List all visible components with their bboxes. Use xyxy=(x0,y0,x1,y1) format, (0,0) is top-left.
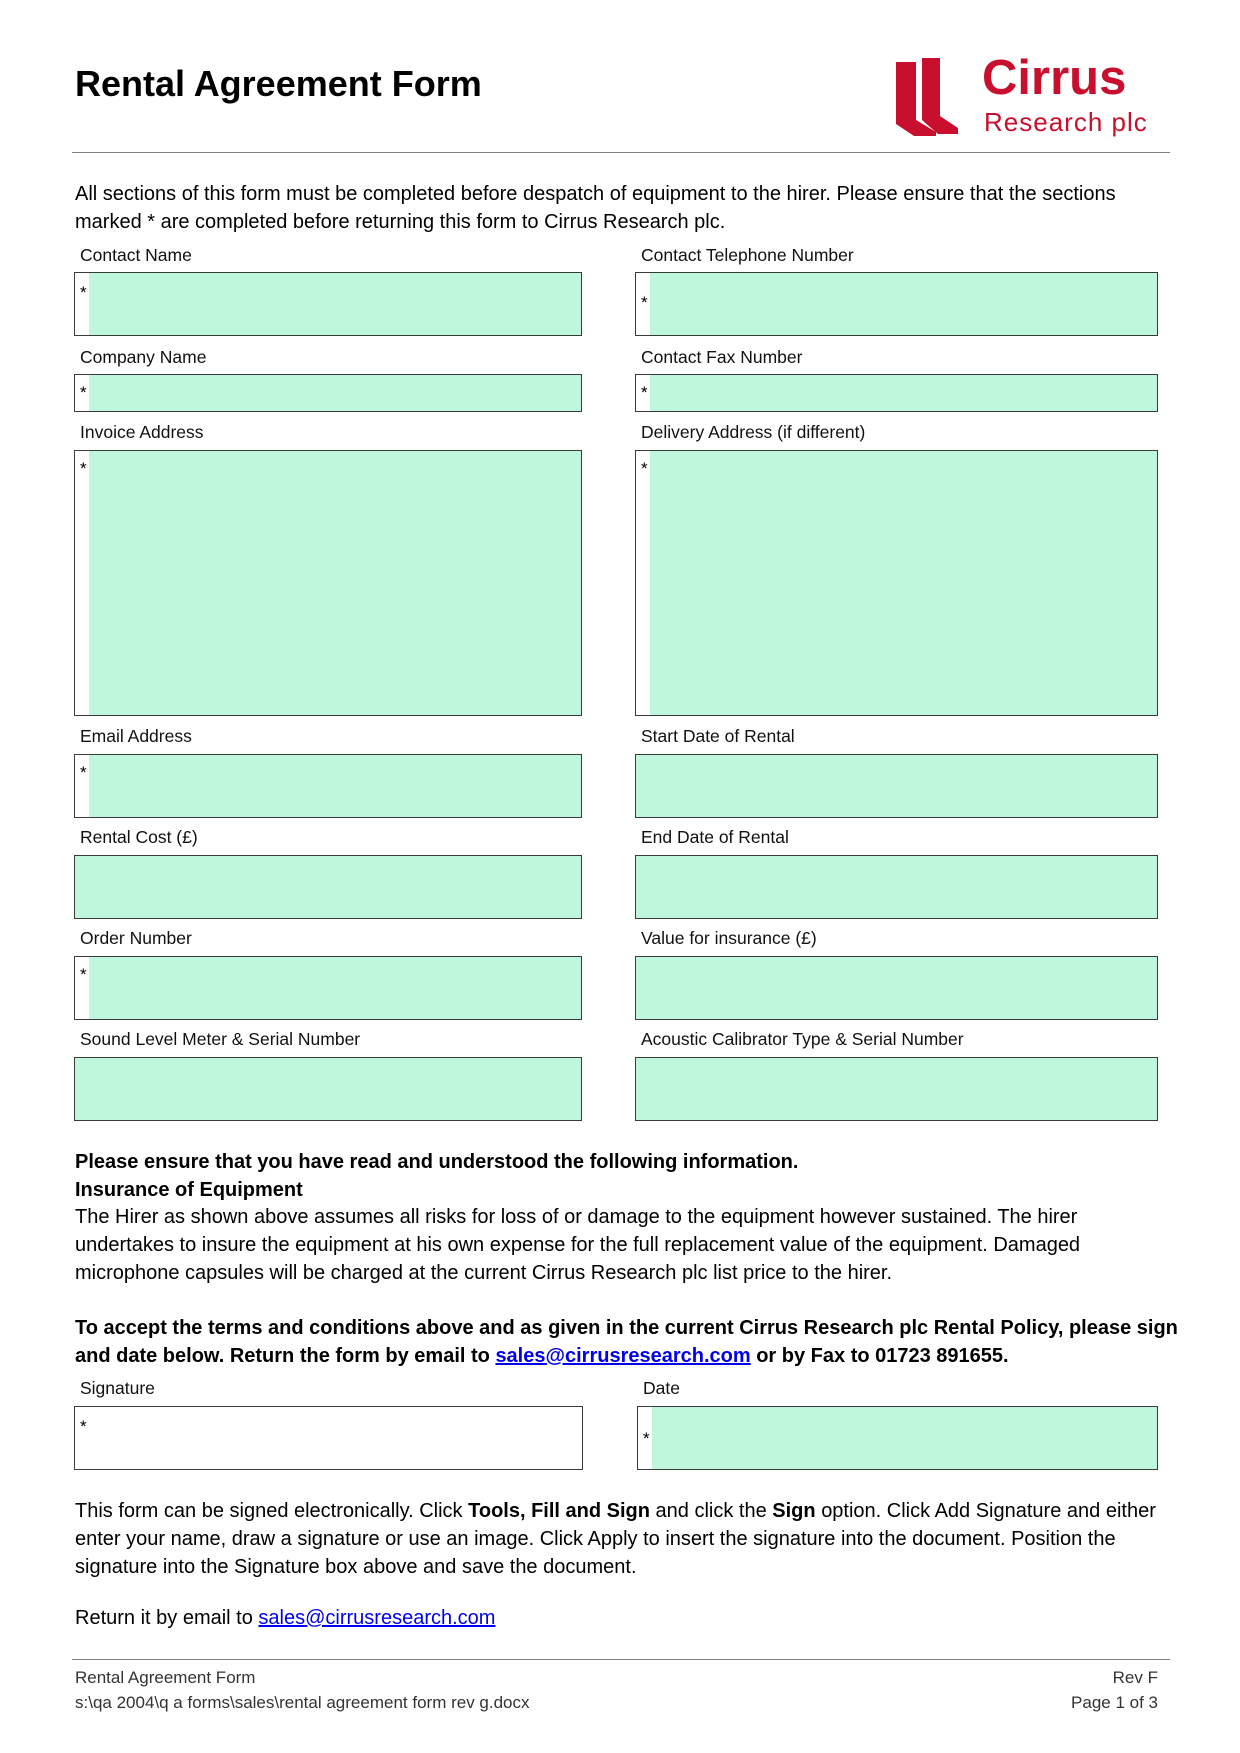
esign-tools-fill-sign: Tools, Fill and Sign xyxy=(468,1500,650,1522)
required-mark: * xyxy=(80,965,87,984)
invoice-address-label: Invoice Address xyxy=(80,422,204,442)
required-mark: * xyxy=(641,459,648,478)
required-mark: * xyxy=(80,459,87,478)
notice-subheading: Insurance of Equipment xyxy=(75,1179,303,1201)
signature-field[interactable] xyxy=(74,1406,583,1470)
accept-terms-line2 xyxy=(75,1342,1170,1370)
sales-email-link[interactable]: sales@cirrusresearch.com xyxy=(495,1345,751,1367)
required-mark: * xyxy=(641,383,648,402)
esign-text: and either enter your name, draw a signature or use an image. Click xyxy=(75,1500,1156,1550)
esign-instructions xyxy=(75,1497,1170,1581)
slm-serial-field[interactable] xyxy=(74,1057,582,1121)
date-field[interactable] xyxy=(637,1406,1158,1470)
required-mark: * xyxy=(641,293,648,312)
footer-page-number: Page 1 of 3 xyxy=(1071,1693,1158,1712)
rental-cost-field[interactable] xyxy=(74,855,582,919)
delivery-address-field[interactable] xyxy=(635,450,1158,716)
company-name-label: Company Name xyxy=(80,347,207,367)
esign-apply: Apply xyxy=(587,1528,638,1550)
invoice-address-field[interactable] xyxy=(74,450,582,716)
start-date-field[interactable] xyxy=(635,754,1158,818)
footer-revision: Rev F xyxy=(1112,1668,1158,1687)
cirrus-logo-mark-icon xyxy=(896,58,976,136)
logo-subtitle: Research plc xyxy=(984,107,1148,137)
contact-fax-field[interactable] xyxy=(635,374,1158,412)
order-number-field[interactable] xyxy=(74,956,582,1020)
delivery-address-label: Delivery Address (if different) xyxy=(641,422,866,442)
date-label: Date xyxy=(643,1378,680,1398)
slm-serial-label: Sound Level Meter & Serial Number xyxy=(80,1029,361,1049)
email-address-field[interactable] xyxy=(74,754,582,818)
contact-telephone-label: Contact Telephone Number xyxy=(641,245,854,265)
esign-text: option. Click xyxy=(821,1500,931,1522)
contact-name-field[interactable] xyxy=(74,272,582,336)
end-date-label: End Date of Rental xyxy=(641,827,789,847)
esign-text: to insert the signature into the document. Position the signature into the Signature box above and s xyxy=(75,1528,1116,1578)
esign-text: and click the xyxy=(655,1500,767,1522)
calibrator-serial-label: Acoustic Calibrator Type & Serial Number xyxy=(641,1029,964,1049)
start-date-label: Start Date of Rental xyxy=(641,726,795,746)
end-date-field[interactable] xyxy=(635,855,1158,919)
accept-terms-suffix: or by Fax to 01723 891655. xyxy=(756,1345,1009,1367)
accept-terms-prefix: and date below. Return the form by email to xyxy=(75,1345,490,1367)
required-mark: * xyxy=(643,1429,650,1448)
insurance-value-field[interactable] xyxy=(635,956,1158,1020)
return-email-link[interactable]: sales@cirrusresearch.com xyxy=(258,1607,496,1629)
return-line xyxy=(75,1604,1170,1632)
return-prefix: Return it by email to xyxy=(75,1607,253,1629)
esign-sign-option: Sign xyxy=(772,1500,816,1522)
notice-heading: Please ensure that you have read and understood the following information. xyxy=(75,1151,799,1173)
signature-label: Signature xyxy=(80,1378,155,1398)
footer-divider xyxy=(72,1659,1170,1660)
field-gutter xyxy=(75,451,89,715)
email-address-label: Email Address xyxy=(80,726,192,746)
required-mark: * xyxy=(80,763,87,782)
footer-file-path: s:\qa 2004\q a forms\sales\rental agreement form rev g.docx xyxy=(75,1693,530,1712)
order-number-label: Order Number xyxy=(80,928,192,948)
header-divider xyxy=(72,152,1170,153)
contact-telephone-field[interactable] xyxy=(635,272,1158,336)
required-mark: * xyxy=(80,1417,87,1436)
esign-add-signature: Add Signature xyxy=(934,1500,1062,1522)
logo-name: Cirrus xyxy=(982,51,1127,105)
cirrus-logo xyxy=(896,51,1166,137)
accept-terms-line1: To accept the terms and conditions above and as given in the current Cirrus Research plc Rental Policy, please sign xyxy=(75,1317,1178,1339)
contact-fax-label: Contact Fax Number xyxy=(641,347,803,367)
page-title: Rental Agreement Form xyxy=(75,63,482,104)
insurance-text: The Hirer as shown above assumes all risks for loss of or damage to the equipment however sustained. The hirer undertakes to insure the equipment at his own expense for the full replacement value of the equipment. Damaged microphone capsules will be charged at the current Cirrus Research plc list price to the hirer. xyxy=(75,1206,1081,1284)
required-mark: * xyxy=(80,283,87,302)
field-gutter xyxy=(636,451,650,715)
rental-cost-label: Rental Cost (£) xyxy=(80,827,198,847)
insurance-value-label: Value for insurance (£) xyxy=(641,928,817,948)
esign-save: ave the document. xyxy=(471,1556,637,1578)
contact-name-label: Contact Name xyxy=(80,245,192,265)
required-mark: * xyxy=(80,383,87,402)
company-name-field[interactable] xyxy=(74,374,582,412)
footer-doc-title: Rental Agreement Form xyxy=(75,1668,256,1687)
esign-text: This form can be signed electronically. Click xyxy=(75,1500,463,1522)
calibrator-serial-field[interactable] xyxy=(635,1057,1158,1121)
intro-text: All sections of this form must be completed before despatch of equipment to the hirer. Please ensure that the sections marked * are completed before returning this form to Cirrus Research plc. xyxy=(75,183,1116,233)
